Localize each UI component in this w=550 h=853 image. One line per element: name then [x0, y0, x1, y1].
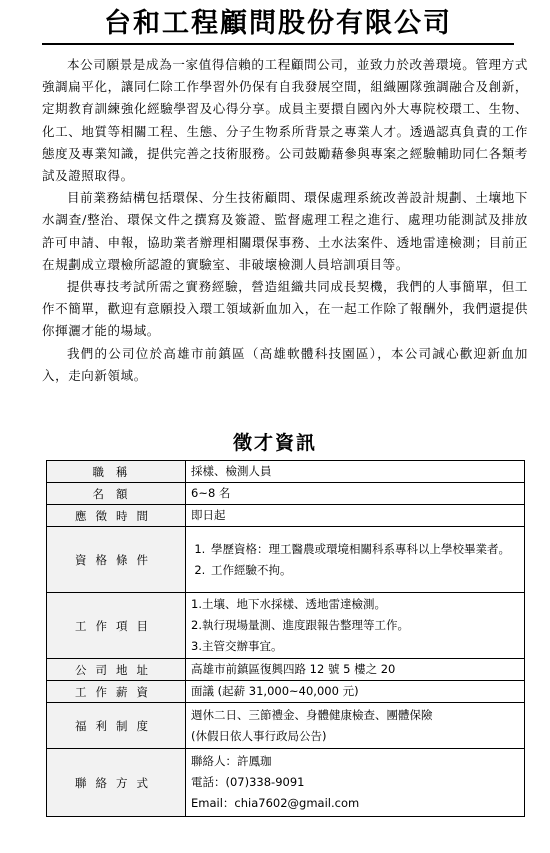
welfare-value: [186, 703, 525, 749]
qualifications-value: [186, 527, 525, 593]
qualifications-list: [191, 539, 519, 581]
contact-phone: 電話：(07)338-9091: [191, 775, 305, 789]
row-label: 工作薪資: [47, 681, 186, 703]
table-row: [47, 593, 525, 659]
recruit-title: 徵才資訊: [232, 432, 317, 454]
table-row: [47, 483, 525, 505]
list-item: 3.主管交辦事宜。: [191, 639, 283, 653]
row-label: 福利制度: [47, 703, 186, 749]
table-row: [47, 659, 525, 681]
intro-text: [42, 54, 528, 387]
contact-value: [186, 749, 525, 817]
recruit-table: [46, 460, 525, 817]
list-item: 1.土壤、地下水採樣、透地雷達檢測。: [191, 597, 386, 611]
contact-person: 聯絡人：許鳳珈: [191, 754, 272, 768]
list-item: (休假日依人事行政局公告): [191, 728, 327, 743]
table-row: [47, 461, 525, 483]
list-item: 1. 學歷資格：理工醫農或環境相關科系專科以上學校畢業者。: [209, 539, 519, 560]
row-label: 資格條件: [47, 527, 186, 593]
contact-email[interactable]: Email：chia7602@gmail.com: [191, 796, 360, 810]
intro-paragraph: 本公司願景是成為一家值得信賴的工程顧問公司，並致力於改善環境。管理方式強調扁平化，讓同仁除工作學習外仍保有自我發展空間，組織團隊強調融合及創新，定期教育訓練強化經驗學習及心得分享。成員主要擐自國內外大專院校環工、生物、化工、地質等相關工程、生態、分子生物系所背景之專業人才。透過認真負責的工作態度及專業知識，提供完善之技術服務。公司鼓勵藉參與專案之經驗輔助同仁各類考試及證照取得。: [42, 57, 528, 184]
list-item: 2.執行現場量測、進度跟報告整理等工作。: [191, 618, 409, 632]
address-value: 高雄市前鎮區復興四路 12 號 5 樓之 20: [186, 659, 525, 681]
row-label: 工作項目: [47, 593, 186, 659]
intro-paragraph: 我們的公司位於高雄市前鎮區（高雄軟體科技園區），本公司誠心歡迎新血加入，走向新領域。: [42, 345, 528, 383]
row-label: 職稱: [47, 461, 186, 483]
quota-value: 6~8 名: [186, 483, 525, 505]
salary-value: 面議 (起薪 31,000~40,000 元): [186, 681, 525, 703]
row-label: 應徵時間: [47, 505, 186, 527]
list-item: 2. 工作經驗不拘。: [209, 560, 519, 581]
company-name: 台和工程顧問股份有限公司: [104, 8, 452, 39]
intro-paragraph: 提供專技考試所需之實務經驗，營造組織共同成長契機，我們的人事簡單，但工作不簡單，歡迎有意願投入環工領域新血加入，在一起工作除了報酬外，我們還提供你揮灑才能的場域。: [42, 279, 528, 339]
row-label: 聯絡方式: [47, 749, 186, 817]
table-row: [47, 703, 525, 749]
header: [42, 6, 514, 45]
table-row: [47, 527, 525, 593]
start-value: 即日起: [186, 505, 525, 527]
position-value: 採樣、檢測人員: [186, 461, 525, 483]
table-row: [47, 749, 525, 817]
row-label: 名額: [47, 483, 186, 505]
list-item: 週休二日、三節禮金、身體健康檢查、團體保險: [191, 707, 433, 722]
intro-paragraph: 目前業務結構包括環保、分生技術顧問、環保處理系統改善設計規劃、土壤地下水調查/整治、環保文件之撰寫及簽證、監督處理工程之進行、處理功能測試及排放許可申請、申報，協助業者辦理相關環保事務、土水法案件、透地雷達檢測；目前正在規劃成立環檢所認證的實驗室、非破壞檢測人員培訓項目等。: [42, 190, 528, 272]
table-row: [47, 681, 525, 703]
row-label: 公司地址: [47, 659, 186, 681]
duties-value: [186, 593, 525, 659]
table-row: [47, 505, 525, 527]
